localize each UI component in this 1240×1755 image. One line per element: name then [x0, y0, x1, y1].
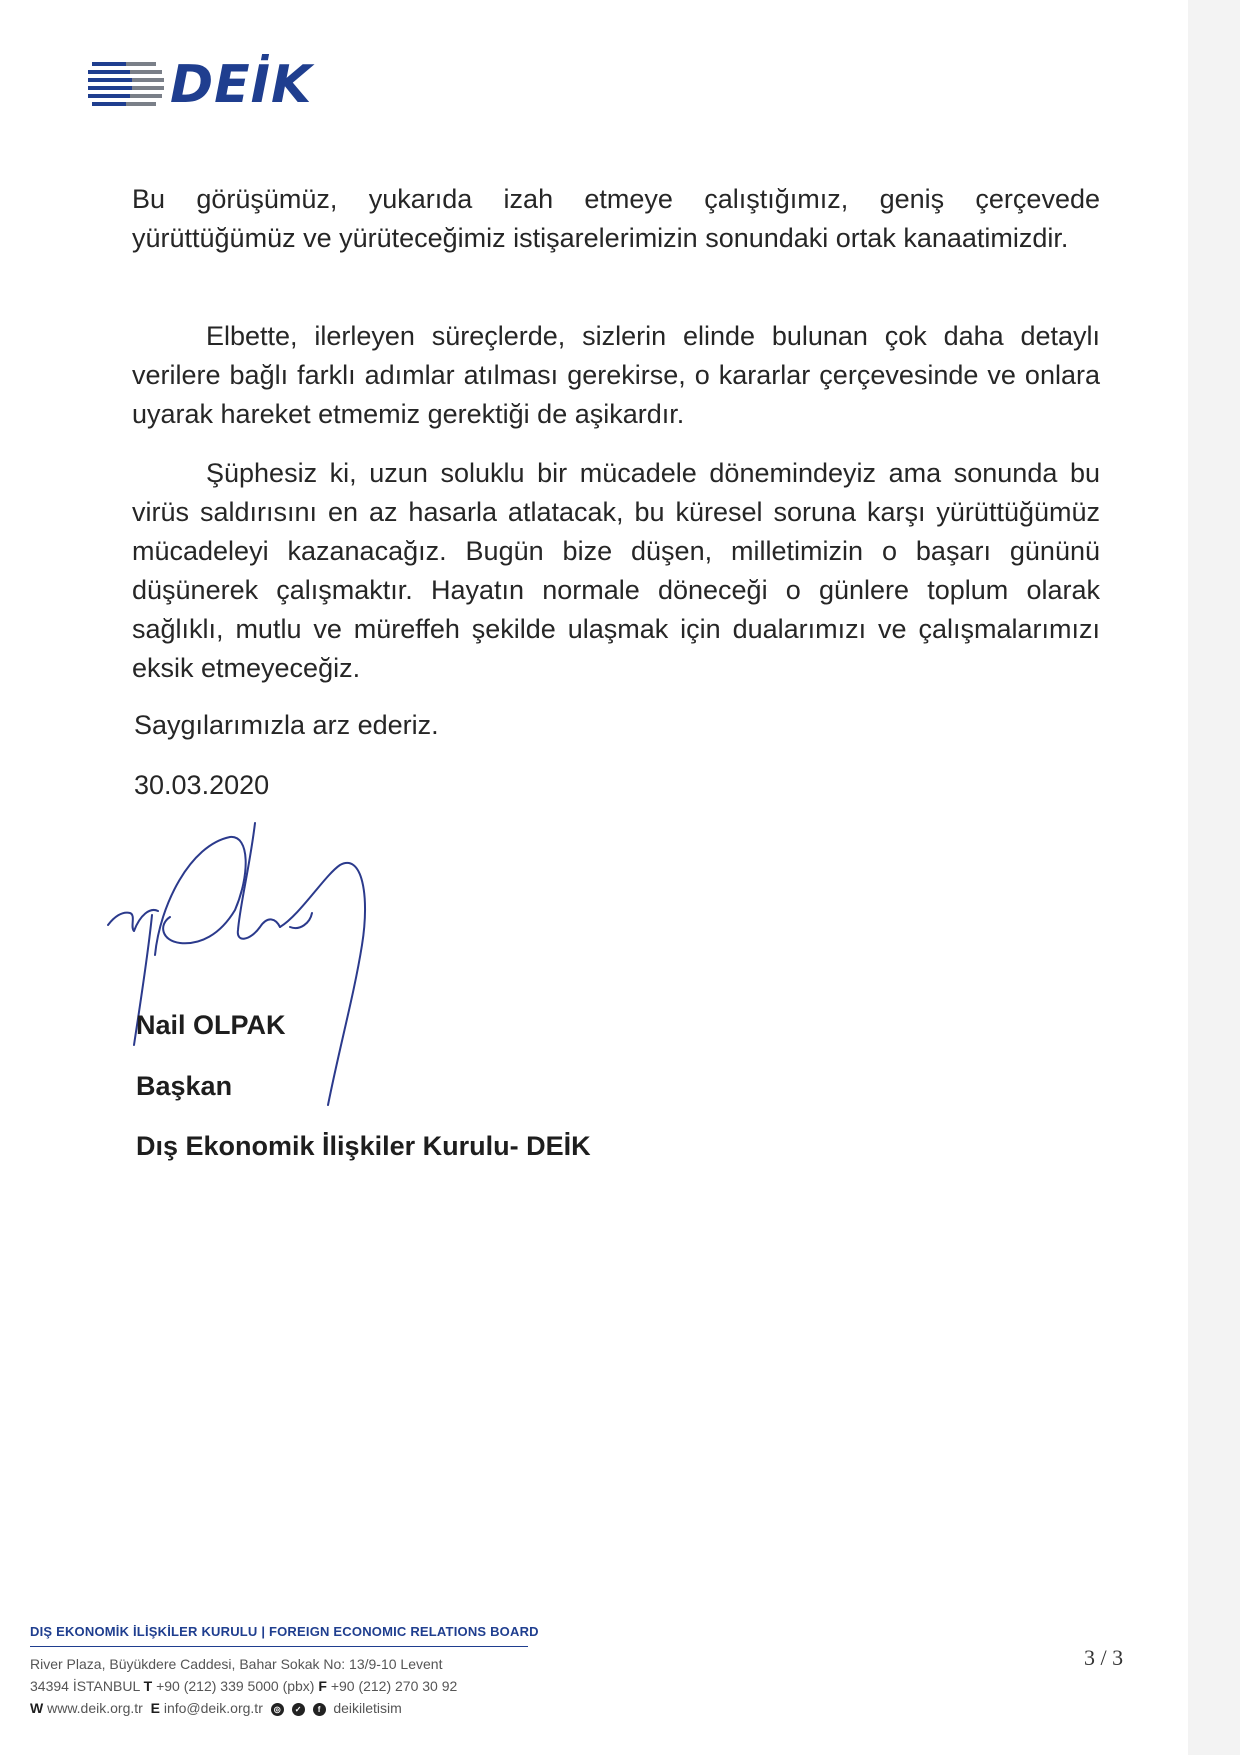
- footer-web-line: [30, 1697, 530, 1719]
- paragraph-text: Şüphesiz ki, uzun soluklu bir mücadele dönemindeyiz ama sonunda bu virüs saldırısını en az hasarla atlatacak, bu küresel soruna karşı yürüttüğümüz mücadeleyi kazanacağız. Bugün bize düşen, milletimizin o başarı gününü düşünerek çalışmaktır. Hayatın normale döneceği o günlere toplum olarak sağlıklı, mutlu ve müreffeh şekilde ulaşmak için dualarımızı ve çalışmalarımızı eksik etmeyeceğiz.: [132, 458, 1100, 683]
- body-paragraph-2: [132, 317, 1100, 434]
- twitter-icon[interactable]: ✓: [292, 1703, 305, 1716]
- instagram-icon[interactable]: ◎: [271, 1703, 284, 1716]
- footer-org-line: DIŞ EKONOMİK İLİŞKİLER KURULU | FOREIGN ECONOMIC RELATIONS BOARD: [30, 1624, 539, 1639]
- signatory-organization: Dış Ekonomik İlişkiler Kurulu- DEİK: [136, 1131, 591, 1161]
- letter-date: 30.03.2020: [134, 770, 270, 800]
- footer-contact-line: [30, 1675, 530, 1697]
- footer-divider: [30, 1646, 528, 1647]
- signatory-title: Başkan: [136, 1071, 233, 1101]
- signatory-name: Nail OLPAK: [136, 1010, 286, 1040]
- page-number: 3 / 3: [1084, 1645, 1124, 1670]
- tel-label: T: [143, 1678, 153, 1694]
- web-label: W: [30, 1700, 44, 1716]
- website-link[interactable]: www.deik.org.tr: [47, 1700, 143, 1716]
- footer-address-line: River Plaza, Büyükdere Caddesi, Bahar Sokak No: 13/9-10 Levent: [30, 1656, 443, 1672]
- fax-label: F: [318, 1678, 327, 1694]
- fax-number: +90 (212) 270 30 92: [330, 1678, 458, 1694]
- social-handle: deikiletisim: [333, 1700, 402, 1716]
- body-paragraph-1: [132, 180, 1100, 258]
- paragraph-text: Bu görüşümüz, yukarıda izah etmeye çalıştığımız, geniş çerçevede yürüttüğümüz ve yürüteceğimiz istişarelerimizin sonundaki ortak kanaatimizdir.: [132, 184, 1100, 253]
- globe-logo-icon: [88, 54, 168, 116]
- tel-number: +90 (212) 339 5000 (pbx): [156, 1678, 315, 1694]
- closing-line: Saygılarımızla arz ederiz.: [134, 710, 439, 740]
- paragraph-text: Elbette, ilerleyen süreçlerde, sizlerin elinde bulunan çok daha detaylı verilere bağlı farklı adımlar atılması gerekirse, o kararlar çerçevesinde ve onlara uyarak hareket etmemiz gerektiği de aşikardır.: [132, 321, 1100, 429]
- email-label: E: [150, 1700, 160, 1716]
- scan-edge-shade: [1188, 0, 1240, 1755]
- facebook-icon[interactable]: f: [313, 1703, 326, 1716]
- logo-wordmark: DEİK: [170, 55, 313, 115]
- letterhead-footer: [30, 1624, 539, 1719]
- email-link[interactable]: info@deik.org.tr: [163, 1700, 263, 1716]
- body-paragraph-3: [132, 454, 1100, 688]
- footer-city: 34394 İSTANBUL: [30, 1678, 140, 1694]
- deik-logo: [88, 54, 328, 116]
